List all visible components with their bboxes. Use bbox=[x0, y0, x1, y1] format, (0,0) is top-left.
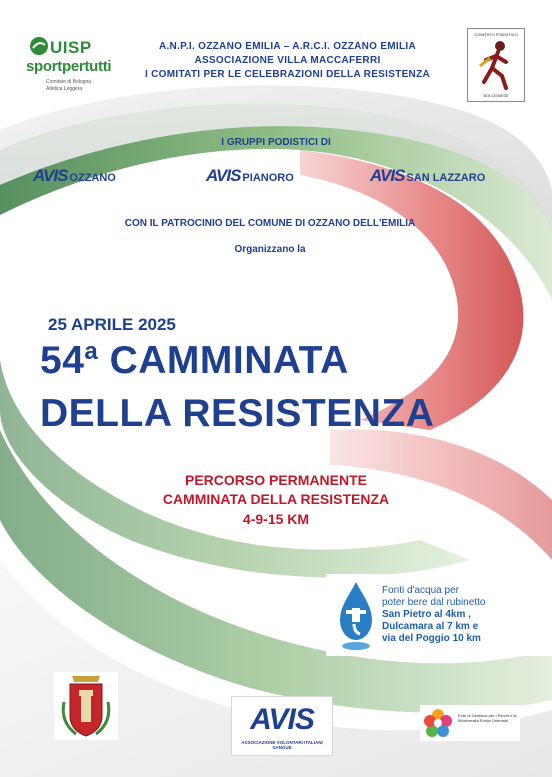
title-line-1 bbox=[40, 338, 349, 383]
uisp-logo bbox=[26, 36, 118, 100]
header-line-3: I COMITATI PER LE CELEBRAZIONI DELLA RESISTENZA bbox=[144, 69, 431, 80]
runner-icon bbox=[476, 38, 516, 90]
gruppi-podistici-heading: I GRUPPI PODISTICI DI bbox=[221, 137, 331, 148]
comitato-podistico-badge bbox=[467, 28, 525, 102]
water-line-3: San Pietro al 4km , bbox=[382, 609, 471, 620]
badge-bottom-text: BOLOGNESE bbox=[483, 93, 509, 98]
water-line-5: via del Poggio 10 km bbox=[382, 633, 481, 644]
avis-big-sub: ASSOCIAZIONE VOLONTARI ITALIANI SANGUE bbox=[241, 740, 323, 750]
percorso-distances: 4-9-15 KM bbox=[242, 511, 310, 527]
avis-logo: AVIS bbox=[206, 166, 241, 185]
uisp-sub2: Atletica Leggera bbox=[46, 86, 83, 92]
percorso-line-2: CAMMINATA DELLA RESISTENZA bbox=[162, 491, 390, 507]
event-date: 25 APRILE 2025 bbox=[48, 315, 176, 334]
avis-big-word: AVIS bbox=[250, 703, 314, 736]
organizzano-line: Organizzano la bbox=[234, 244, 306, 255]
water-line-1: Fonti d'acqua per bbox=[382, 585, 459, 596]
percorso-line-1: PERCORSO PERMANENTE bbox=[184, 472, 368, 488]
title-line-2: DELLA RESISTENZA bbox=[40, 392, 435, 435]
ozzano-coat-of-arms bbox=[54, 672, 118, 740]
ente-parchi-logo bbox=[420, 705, 520, 741]
edition-ordinal: a bbox=[84, 338, 99, 365]
patrocinio-line: CON IL PATROCINIO DEL COMUNE DI OZZANO DELL'EMILIA bbox=[124, 218, 416, 229]
edition-number: 54 bbox=[40, 339, 85, 382]
header-line-2: ASSOCIAZIONE VILLA MACCAFERRI bbox=[194, 55, 381, 66]
avis-association-logo bbox=[231, 696, 333, 756]
avis-city: SAN LAZZARO bbox=[406, 172, 486, 184]
uisp-sub1: Comitato di Bologna bbox=[46, 79, 92, 85]
header-line-1: A.N.P.I. OZZANO EMILIA – A.R.C.I. OZZANO EMILIA bbox=[158, 41, 417, 52]
uisp-brand: UISP bbox=[50, 38, 92, 57]
avis-logo: AVIS bbox=[370, 166, 405, 185]
avis-logo: AVIS bbox=[33, 166, 68, 185]
avis-group-san-lazzaro bbox=[370, 166, 485, 186]
water-line-4: Dulcamara al 7 km e bbox=[382, 621, 479, 632]
avis-city: OZZANO bbox=[69, 172, 116, 184]
avis-group-ozzano bbox=[33, 166, 116, 186]
avis-group-pianoro bbox=[206, 166, 294, 186]
badge-top-text: COMITATO PODISTICO bbox=[474, 32, 518, 37]
uisp-tagline: sportpertutti bbox=[26, 58, 112, 75]
coat-of-arms-icon bbox=[54, 672, 118, 740]
water-fountains-box bbox=[326, 574, 552, 656]
avis-city: PIANORO bbox=[242, 172, 294, 184]
water-tap-icon bbox=[332, 580, 380, 652]
uisp-figure-icon bbox=[28, 36, 50, 56]
water-text bbox=[382, 585, 485, 645]
water-line-2: poter bere dal rubinetto bbox=[382, 597, 486, 608]
ente-text: Ente di Gestione per i Parchi e la Biodiversità Emilia Orientale bbox=[458, 713, 517, 723]
title-camminata: CAMMINATA bbox=[109, 339, 349, 382]
flower-icon bbox=[422, 707, 454, 739]
